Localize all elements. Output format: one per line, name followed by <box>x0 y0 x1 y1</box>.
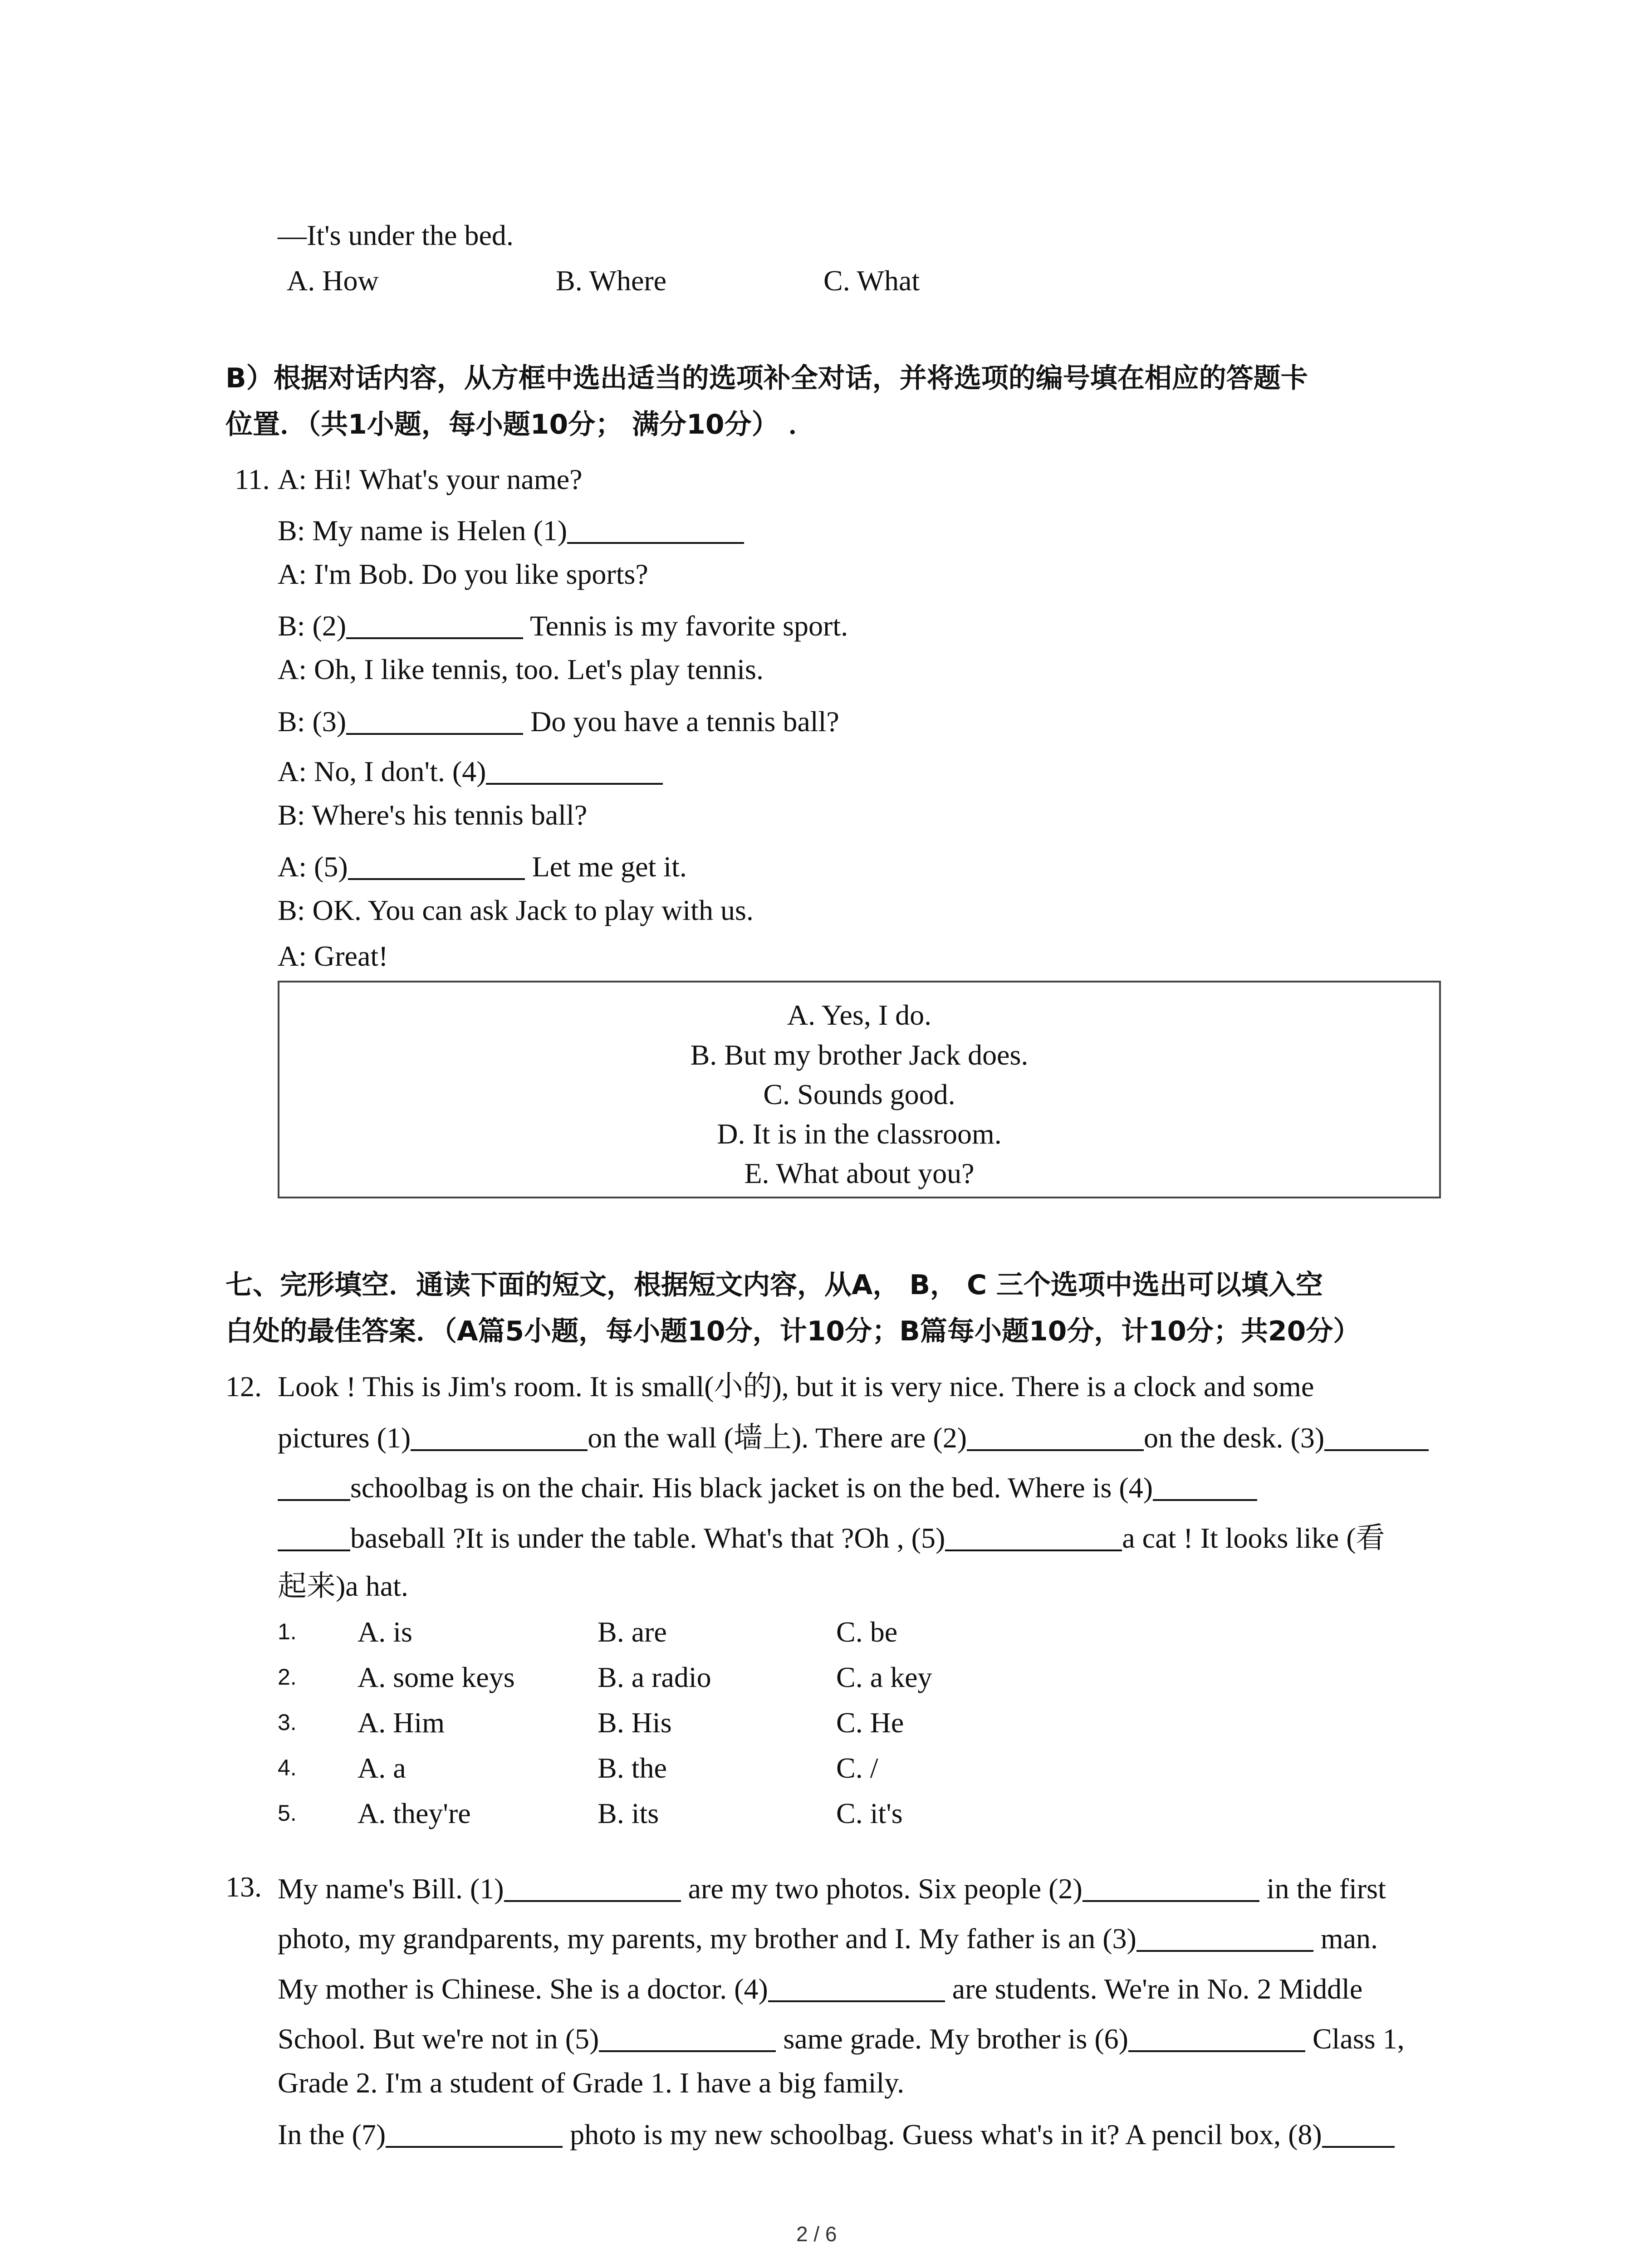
q12-choice-2-a: A. some keys <box>358 1661 515 1693</box>
q12-choice-5-c: C. it's <box>836 1797 903 1829</box>
q12-choice-5-a: A. they're <box>358 1797 471 1829</box>
q11-line-2: B: My name is Helen (1) <box>278 514 744 545</box>
q12-choice-1-a: A. is <box>358 1616 412 1648</box>
q11-line-1: A: Hi! What's your name? <box>278 463 583 495</box>
q11-line-4: B: (2) Tennis is my favorite sport. <box>278 610 848 642</box>
page-number: 2 / 6 <box>796 2222 837 2246</box>
box-option-a: A. Yes, I do. <box>787 999 932 1031</box>
answer-blank[interactable] <box>278 1522 350 1551</box>
q12-choice-2-b: B. a radio <box>598 1661 711 1693</box>
q11-number: 11. <box>235 463 270 495</box>
q11-line-10: B: OK. You can ask Jack to play with us. <box>278 894 754 926</box>
q13-line-5: Grade 2. I'm a student of Grade 1. I have a big family. <box>278 2067 905 2099</box>
q12-choice-4-c: C. / <box>836 1752 878 1784</box>
q12-choice-4-number: 4. <box>278 1755 297 1780</box>
q12-choice-5-number: 5. <box>278 1800 297 1826</box>
q13-line-2: photo, my grandparents, my parents, my brother and I. My father is an (3) man. <box>278 1922 1378 1955</box>
answer-blank[interactable] <box>1136 1922 1313 1952</box>
answer-blank[interactable] <box>1324 1422 1429 1451</box>
q12-choice-2-c: C. a key <box>836 1661 932 1693</box>
answer-blank[interactable] <box>1322 2118 1395 2148</box>
answer-blank[interactable] <box>386 2118 563 2148</box>
section-7-heading-line1: 七、完形填空．通读下面的短文，根据短文内容，从A， B， C 三个选项中选出可以填入空 <box>225 1269 1323 1301</box>
q10-answer-line: —It's under the bed. <box>278 219 514 251</box>
box-option-c: C. Sounds good. <box>763 1078 955 1110</box>
answer-blank[interactable] <box>967 1422 1144 1451</box>
box-option-b: B. But my brother Jack does. <box>690 1039 1029 1071</box>
q10-option-c: C. What <box>823 264 920 297</box>
q11-line-3: A: I'm Bob. Do you like sports? <box>278 558 648 590</box>
answer-blank[interactable] <box>346 705 523 735</box>
q12-number: 12. <box>225 1370 262 1403</box>
option-box <box>278 981 1441 1198</box>
q12-choice-4-b: B. the <box>598 1752 667 1784</box>
q12-choice-3-c: C. He <box>836 1706 904 1739</box>
section-b-heading-line2: 位置．（共1小题，每小题10分； 满分10分） ． <box>225 409 816 440</box>
q12-choice-4-a: A. a <box>358 1752 406 1784</box>
answer-blank[interactable] <box>599 2023 776 2052</box>
q12-choice-3-a: A. Him <box>358 1706 445 1739</box>
q12-line-2: pictures (1) on the wall (墙上). There are (2) on the desk. (3) <box>278 1422 1429 1452</box>
answer-blank[interactable] <box>348 850 525 880</box>
q12-choice-5-b: B. its <box>598 1797 659 1829</box>
q12-choice-1-b: B. are <box>598 1616 667 1648</box>
answer-blank[interactable] <box>945 1522 1122 1551</box>
q12-choice-3-b: B. His <box>598 1706 672 1739</box>
answer-blank[interactable] <box>504 1872 681 1902</box>
q12-choice-3-number: 3. <box>278 1710 297 1735</box>
q12-line-5: 起来)a hat. <box>278 1570 408 1602</box>
q12-line-1: Look ! This is Jim's room. It is small(小的), but it is very nice. There is a clock and some <box>278 1370 1314 1403</box>
answer-blank[interactable] <box>346 610 523 639</box>
answer-blank[interactable] <box>1153 1471 1257 1501</box>
q12-choice-2-number: 2. <box>278 1664 297 1690</box>
q13-number: 13. <box>225 1871 262 1903</box>
q11-line-9: A: (5) Let me get it. <box>278 850 687 883</box>
q13-line-3: My mother is Chinese. She is a doctor. (4) are students. We're in No. 2 Middle <box>278 1973 1363 2005</box>
q12-line-3: schoolbag is on the chair. His black jacket is on the bed. Where is (4) <box>278 1471 1257 1502</box>
q11-line-5: A: Oh, I like tennis, too. Let's play tennis. <box>278 653 764 685</box>
answer-blank[interactable] <box>768 1973 945 2002</box>
q12-choice-1-number: 1. <box>278 1619 297 1644</box>
q10-option-b: B. Where <box>556 264 667 297</box>
answer-blank[interactable] <box>411 1422 588 1451</box>
box-option-e: E. What about you? <box>744 1157 975 1189</box>
answer-blank[interactable] <box>486 755 663 785</box>
answer-blank[interactable] <box>278 1471 350 1501</box>
q11-line-6: B: (3) Do you have a tennis ball? <box>278 705 839 738</box>
answer-blank[interactable] <box>567 514 744 544</box>
q13-line-4: School. But we're not in (5) same grade. My brother is (6) Class 1, <box>278 2023 1405 2055</box>
q12-line-4: baseball ?It is under the table. What's that ?Oh , (5) a cat ! It looks like (看 <box>278 1522 1385 1553</box>
q10-option-a: A. How <box>287 264 379 297</box>
q11-line-7: A: No, I don't. (4) <box>278 755 663 786</box>
answer-blank[interactable] <box>1128 2023 1305 2052</box>
q13-line-1: My name's Bill. (1) are my two photos. Six people (2) in the first <box>278 1872 1386 1905</box>
section-b-heading-line1: B）根据对话内容，从方框中选出适当的选项补全对话，并将选项的编号填在相应的答题卡 <box>225 362 1308 394</box>
section-7-heading-line2: 白处的最佳答案．（A篇5小题，每小题10分，计10分；B篇每小题10分，计10分；共20分） <box>225 1315 1361 1347</box>
q13-line-6: In the (7) photo is my new schoolbag. Guess what's in it? A pencil box, (8) <box>278 2118 1395 2149</box>
answer-blank[interactable] <box>1083 1872 1259 1902</box>
q11-line-8: B: Where's his tennis ball? <box>278 799 588 831</box>
q12-choice-1-c: C. be <box>836 1616 898 1648</box>
q11-line-11: A: Great! <box>278 940 388 972</box>
box-option-d: D. It is in the classroom. <box>717 1118 1002 1150</box>
